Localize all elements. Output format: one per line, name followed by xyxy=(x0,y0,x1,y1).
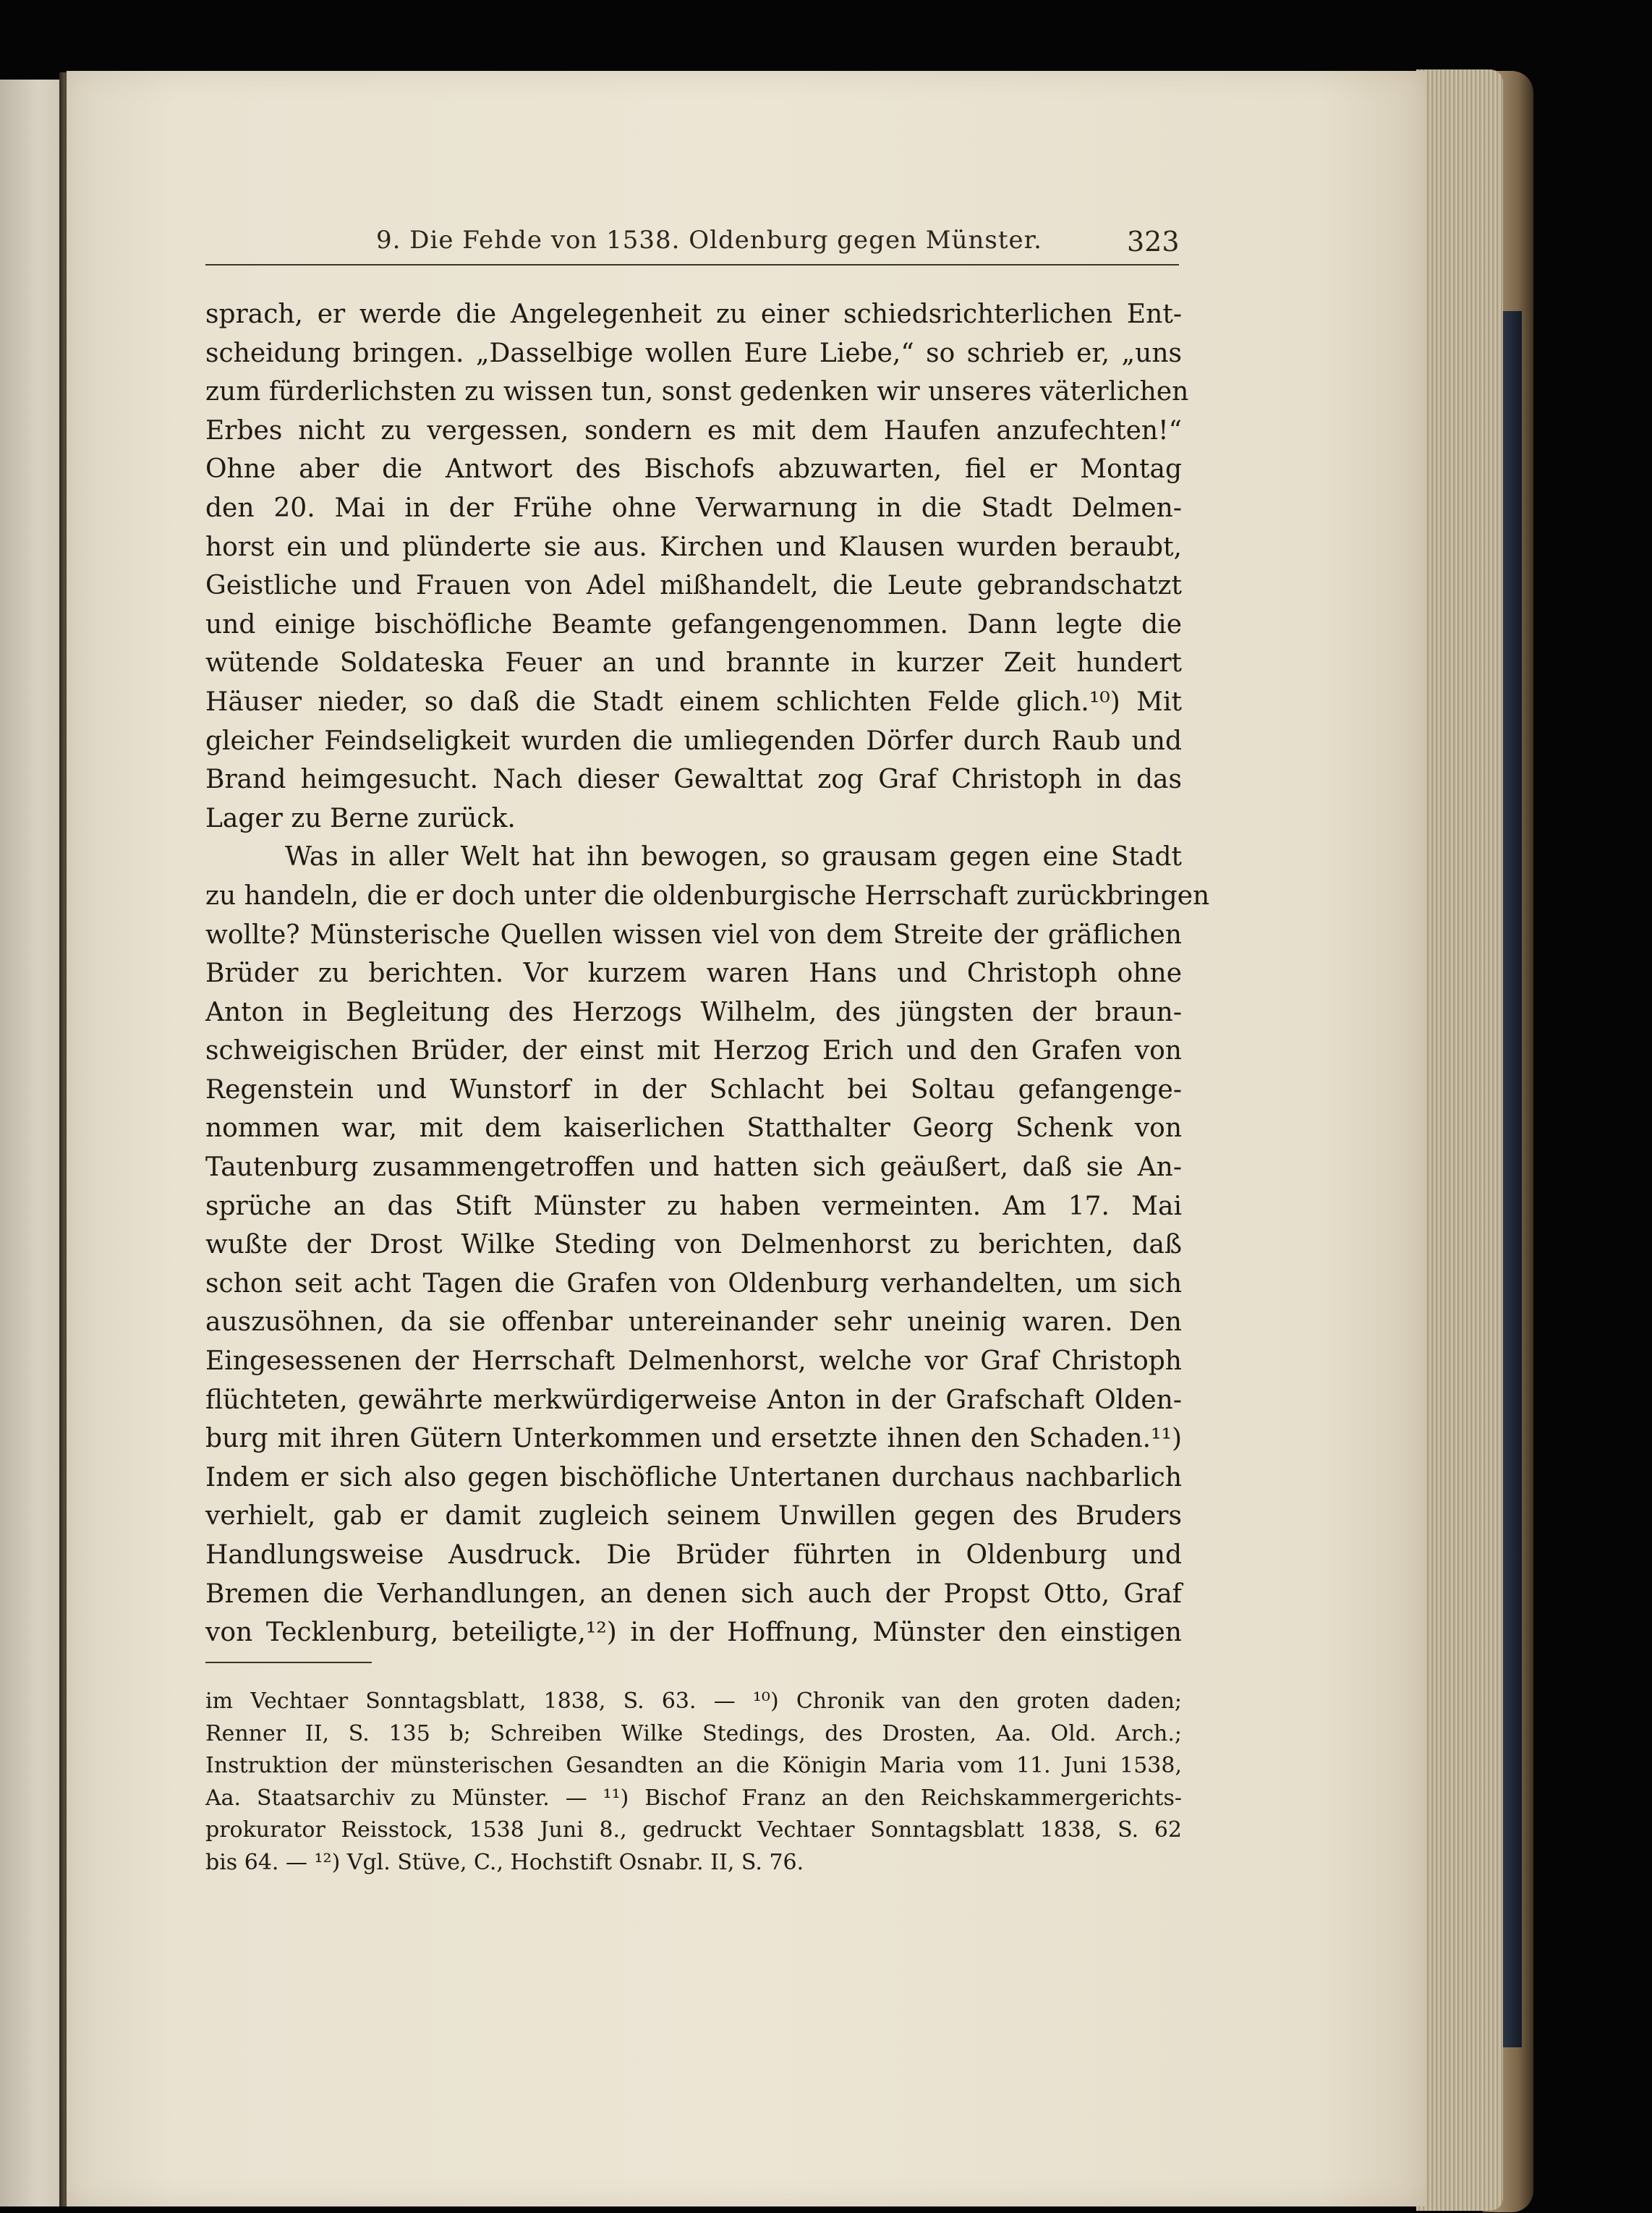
footnote-rule xyxy=(205,1662,372,1663)
text-line: von Tecklenburg, beteiligte,¹²) in der Hoffnung, Münster den einstigen xyxy=(205,1618,1182,1648)
footnote-line: Renner II, S. 135 b; Schreiben Wilke Stedings, des Drosten, Aa. Old. Arch.; xyxy=(205,1720,1182,1746)
running-head: 9. Die Fehde von 1538. Oldenburg gegen Münster. xyxy=(376,226,1042,255)
text-line: Ohne aber die Antwort des Bischofs abzuwarten, fiel er Montag xyxy=(205,454,1182,485)
text-line: und einige bischöfliche Beamte gefangengenommen. Dann legte die xyxy=(205,609,1182,640)
text-line: flüchteten, gewährte merkwürdigerweise Anton in der Grafschaft Olden- xyxy=(205,1385,1182,1415)
footnote-line: im Vechtaer Sonntagsblatt, 1838, S. 63. — ¹⁰) Chronik van den groten daden; xyxy=(205,1689,1182,1714)
text-line: Eingesessenen der Herrschaft Delmenhorst, welche vor Graf Christoph xyxy=(205,1346,1182,1377)
text-line: auszusöhnen, da sie offenbar untereinander sehr uneinig waren. Den xyxy=(205,1307,1182,1338)
text-line: burg mit ihren Gütern Unterkommen und ersetzte ihnen den Schaden.¹¹) xyxy=(205,1424,1182,1454)
text-line: Geistliche und Frauen von Adel mißhandelt, die Leute gebrandschatzt xyxy=(205,571,1182,601)
text-line: Brüder zu berichten. Vor kurzem waren Hans und Christoph ohne xyxy=(205,959,1182,989)
text-line: Indem er sich also gegen bischöfliche Untertanen durchaus nachbarlich xyxy=(205,1462,1182,1492)
text-line: den 20. Mai in der Frühe ohne Verwarnung in die Stadt Delmen- xyxy=(205,493,1182,523)
text-line: schon seit acht Tagen die Grafen von Oldenburg verhandelten, um sich xyxy=(205,1268,1182,1299)
body-text xyxy=(205,295,1210,1652)
text-line: Was in aller Welt hat ihn bewogen, so grausam gegen eine Stadt xyxy=(285,842,1182,872)
text-line: Anton in Begleitung des Herzogs Wilhelm, des jüngsten der braun- xyxy=(205,997,1182,1027)
text-line: Lager zu Berne zurück. xyxy=(205,803,516,833)
footnotes xyxy=(205,1686,1182,1879)
text-line: verhielt, gab er damit zugleich seinem Unwillen gegen des Bruders xyxy=(205,1501,1182,1532)
text-line: schweigischen Brüder, der einst mit Herzog Erich und den Grafen von xyxy=(205,1036,1182,1066)
text-line: wußte der Drost Wilke Steding von Delmenhorst zu berichten, daß xyxy=(205,1230,1182,1260)
text-line: zum fürderlichsten zu wissen tun, sonst gedenken wir unseres väterlichen xyxy=(205,377,1189,407)
footnote-line: Instruktion der münsterischen Gesandten an die Königin Maria vom 11. Juni 1538, xyxy=(205,1753,1182,1778)
text-line: scheidung bringen. „Dasselbige wollen Eure Liebe,“ so schrieb er, „uns xyxy=(205,338,1182,368)
page-number: 323 xyxy=(1127,226,1180,258)
text-line: Regenstein und Wunstorf in der Schlacht bei Soltau gefangenge- xyxy=(205,1074,1182,1105)
text-line: wollte? Münsterische Quellen wissen viel von dem Streite der gräflichen xyxy=(205,919,1182,950)
previous-page-edge xyxy=(0,80,64,2206)
footnote-line: Aa. Staatsarchiv zu Münster. — ¹¹) Bischof Franz an den Reichskammergerichts- xyxy=(205,1785,1182,1811)
text-line: Häuser nieder, so daß die Stadt einem schlichten Felde glich.¹⁰) Mit xyxy=(205,687,1182,717)
text-line: Brand heimgesucht. Nach dieser Gewalttat zog Graf Christoph in das xyxy=(205,765,1182,795)
text-line: nommen war, mit dem kaiserlichen Statthalter Georg Schenk von xyxy=(205,1113,1182,1144)
text-line: Erbes nicht zu vergessen, sondern es mit dem Haufen anzufechten!“ xyxy=(205,415,1182,446)
text-line: wütende Soldateska Feuer an und brannte in kurzer Zeit hundert xyxy=(205,648,1182,679)
text-line: zu handeln, die er doch unter die oldenburgische Herrschaft zurückbringen xyxy=(205,880,1210,911)
text-line: sprach, er werde die Angelegenheit zu einer schiedsrichterlichen Ent- xyxy=(205,300,1182,329)
text-line: gleicher Feindseligkeit wurden die umliegenden Dörfer durch Raub und xyxy=(205,726,1182,756)
text-line: horst ein und plünderte sie aus. Kirchen und Klausen wurden beraubt, xyxy=(205,532,1182,562)
text-line: Bremen die Verhandlungen, an denen sich auch der Propst Otto, Graf xyxy=(205,1579,1182,1609)
text-line: Tautenburg zusammengetroffen und hatten sich geäußert, daß sie An- xyxy=(205,1152,1182,1183)
text-line: sprüche an das Stift Münster zu haben vermeinten. Am 17. Mai xyxy=(205,1191,1182,1221)
page-block-edge xyxy=(1416,69,1503,2211)
header-rule xyxy=(205,264,1179,266)
footnote-line: bis 64. — ¹²) Vgl. Stüve, C., Hochstift Osnabr. II, S. 76. xyxy=(205,1849,804,1875)
footnote-line: prokurator Reisstock, 1538 Juni 8., gedruckt Vechtaer Sonntagsblatt 1838, S. 62 xyxy=(205,1817,1182,1843)
text-line: Handlungsweise Ausdruck. Die Brüder führten in Oldenburg und xyxy=(205,1540,1182,1570)
